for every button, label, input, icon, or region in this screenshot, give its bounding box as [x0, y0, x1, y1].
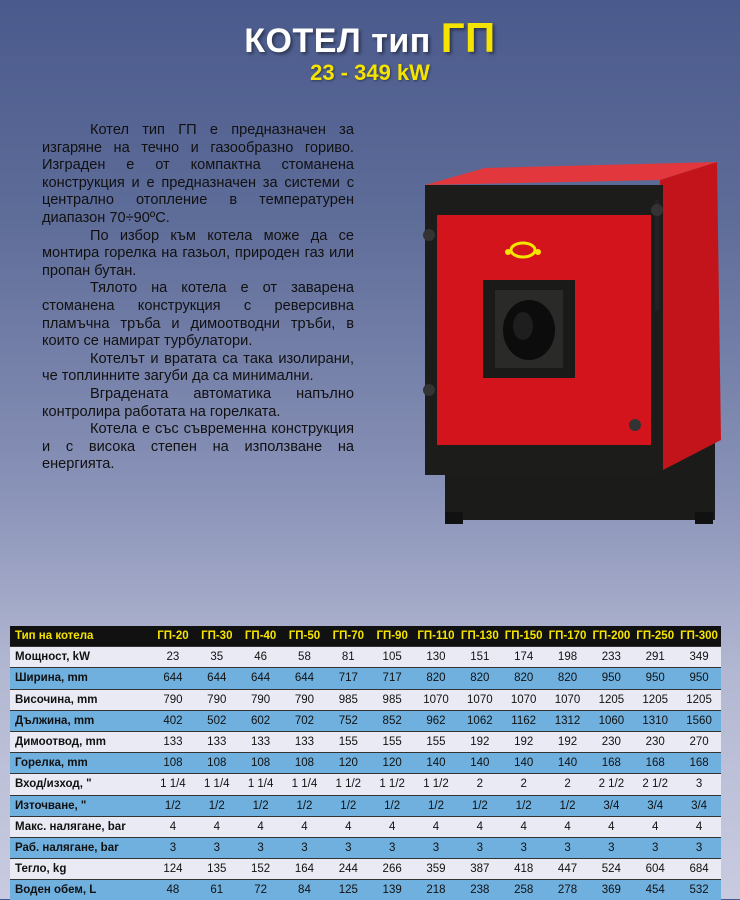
table-cell: 820 [546, 668, 590, 689]
table-cell: 950 [677, 668, 721, 689]
table-cell: 1162 [502, 710, 546, 731]
page-title [0, 14, 740, 62]
table-cell: 447 [546, 859, 590, 880]
table-cell: 3 [370, 837, 414, 858]
table-cell: 108 [239, 753, 283, 774]
table-cell: 130 [414, 647, 458, 668]
table-cell: 1560 [677, 710, 721, 731]
table-cell: 35 [195, 647, 239, 668]
table-row [10, 880, 721, 900]
table-cell: 4 [677, 816, 721, 837]
boiler-image [405, 140, 733, 540]
table-cell: 1 1/4 [195, 774, 239, 795]
table-cell: 1 1/4 [283, 774, 327, 795]
table-cell: 4 [458, 816, 502, 837]
table-cell: 4 [283, 816, 327, 837]
row-label: Горелка, mm [10, 753, 151, 774]
description-paragraph: Котела е със съвременна конструкция и с висока степен на използване на енергията. [42, 421, 354, 473]
table-cell: 23 [151, 647, 195, 668]
table-cell: 258 [502, 880, 546, 900]
table-cell: 4 [326, 816, 370, 837]
table-cell: 192 [546, 731, 590, 752]
table-cell: 790 [239, 689, 283, 710]
table-cell: 1/2 [458, 795, 502, 816]
table-row [10, 837, 721, 858]
table-cell: 124 [151, 859, 195, 880]
table-cell: 266 [370, 859, 414, 880]
table-cell: 1060 [589, 710, 633, 731]
table-row [10, 816, 721, 837]
table-cell: 985 [326, 689, 370, 710]
table-cell: 3 [151, 837, 195, 858]
table-cell: 105 [370, 647, 414, 668]
table-cell: 3/4 [589, 795, 633, 816]
row-label: Източване, " [10, 795, 151, 816]
model-header: ГП-200 [592, 630, 631, 643]
power-range: 23 - 349 kW [310, 60, 430, 85]
row-label: Макс. налягане, bar [10, 816, 151, 837]
table-cell: 1/2 [546, 795, 590, 816]
model-header: ГП-20 [157, 630, 189, 643]
table-cell: 139 [370, 880, 414, 900]
table-row [10, 668, 721, 689]
table-cell: 2 1/2 [633, 774, 677, 795]
table-cell: 230 [589, 731, 633, 752]
table-cell: 369 [589, 880, 633, 900]
table-cell: 140 [414, 753, 458, 774]
table-cell: 168 [589, 753, 633, 774]
table-cell: 120 [326, 753, 370, 774]
model-header: ГП-30 [201, 630, 233, 643]
table-row [10, 753, 721, 774]
table-row [10, 647, 721, 668]
table-row [10, 859, 721, 880]
table-cell: 950 [589, 668, 633, 689]
table-cell: 790 [195, 689, 239, 710]
table-cell: 168 [633, 753, 677, 774]
row-label: Вход/изход, " [10, 774, 151, 795]
table-cell: 3 [546, 837, 590, 858]
table-cell: 1070 [502, 689, 546, 710]
table-cell: 1/2 [151, 795, 195, 816]
table-cell: 133 [195, 731, 239, 752]
table-cell: 108 [283, 753, 327, 774]
table-cell: 820 [502, 668, 546, 689]
table-cell: 790 [283, 689, 327, 710]
table-cell: 418 [502, 859, 546, 880]
table-cell: 238 [458, 880, 502, 900]
table-cell: 1/2 [370, 795, 414, 816]
table-cell: 125 [326, 880, 370, 900]
table-row [10, 689, 721, 710]
row-label: Дължина, mm [10, 710, 151, 731]
table-cell: 140 [502, 753, 546, 774]
table-row [10, 731, 721, 752]
description-text [42, 122, 354, 474]
table-cell: 2 1/2 [589, 774, 633, 795]
table-cell: 524 [589, 859, 633, 880]
table-cell: 1310 [633, 710, 677, 731]
table-cell: 4 [502, 816, 546, 837]
row-label: Мощност, kW [10, 647, 151, 668]
table-cell: 174 [502, 647, 546, 668]
row-label: Димоотвод, mm [10, 731, 151, 752]
row-label: Ширина, mm [10, 668, 151, 689]
table-cell: 168 [677, 753, 721, 774]
table-cell: 684 [677, 859, 721, 880]
table-cell: 1205 [677, 689, 721, 710]
table-cell: 454 [633, 880, 677, 900]
table-cell: 3 [633, 837, 677, 858]
table-cell: 81 [326, 647, 370, 668]
table-cell: 2 [546, 774, 590, 795]
model-header: ГП-130 [460, 630, 499, 643]
table-cell: 852 [370, 710, 414, 731]
title-model: ГП [440, 14, 496, 61]
table-cell: 233 [589, 647, 633, 668]
table-cell: 291 [633, 647, 677, 668]
model-header: ГП-70 [332, 630, 364, 643]
table-cell: 644 [283, 668, 327, 689]
table-cell: 604 [633, 859, 677, 880]
table-cell: 3 [502, 837, 546, 858]
table-cell: 164 [283, 859, 327, 880]
row-label: Раб. налягане, bar [10, 837, 151, 858]
table-cell: 133 [239, 731, 283, 752]
table-cell: 502 [195, 710, 239, 731]
table-cell: 387 [458, 859, 502, 880]
table-cell: 1070 [458, 689, 502, 710]
table-cell: 2 [458, 774, 502, 795]
table-cell: 1205 [633, 689, 677, 710]
table-cell: 4 [589, 816, 633, 837]
table-cell: 244 [326, 859, 370, 880]
table-cell: 790 [151, 689, 195, 710]
table-cell: 1 1/4 [151, 774, 195, 795]
table-cell: 1312 [546, 710, 590, 731]
table-cell: 61 [195, 880, 239, 900]
table-body [10, 647, 721, 900]
boiler-illustration-icon [405, 140, 733, 540]
specifications-table [10, 626, 721, 900]
table-cell: 1062 [458, 710, 502, 731]
table-cell: 752 [326, 710, 370, 731]
table-cell: 1070 [546, 689, 590, 710]
table-cell: 3 [283, 837, 327, 858]
table-cell: 151 [458, 647, 502, 668]
table-cell: 1/2 [326, 795, 370, 816]
table-cell: 3 [414, 837, 458, 858]
title-prefix: КОТЕЛ тип [244, 22, 431, 60]
table-cell: 402 [151, 710, 195, 731]
header-label: Тип на котела [15, 630, 94, 643]
table-cell: 950 [633, 668, 677, 689]
table-cell: 48 [151, 880, 195, 900]
table-cell: 84 [283, 880, 327, 900]
table-cell: 644 [239, 668, 283, 689]
table-cell: 702 [283, 710, 327, 731]
table-cell: 820 [458, 668, 502, 689]
table-cell: 155 [414, 731, 458, 752]
table-cell: 1/2 [239, 795, 283, 816]
table-cell: 192 [458, 731, 502, 752]
table-cell: 1/2 [195, 795, 239, 816]
table-cell: 140 [546, 753, 590, 774]
description-paragraph: Вградената автоматика напълно контролира работата на горелката. [42, 385, 354, 420]
model-header: ГП-150 [504, 630, 543, 643]
table-cell: 1/2 [502, 795, 546, 816]
table-cell: 1205 [589, 689, 633, 710]
table-cell: 3/4 [633, 795, 677, 816]
description-paragraph: Котелът и вратата са така изолирани, че топлинните загуби да са минимални. [42, 350, 354, 385]
description-paragraph: По избор към котела може да се монтира горелка на газьол, природен газ или пропан бутан. [42, 227, 354, 279]
table-cell: 3/4 [677, 795, 721, 816]
table-cell: 270 [677, 731, 721, 752]
table-cell: 3 [589, 837, 633, 858]
table-cell: 155 [326, 731, 370, 752]
table-cell: 155 [370, 731, 414, 752]
table-row [10, 774, 721, 795]
table-cell: 133 [283, 731, 327, 752]
row-label: Височина, mm [10, 689, 151, 710]
table-cell: 1 1/2 [326, 774, 370, 795]
table-cell: 46 [239, 647, 283, 668]
table-cell: 3 [239, 837, 283, 858]
table-cell: 349 [677, 647, 721, 668]
model-header: ГП-250 [636, 630, 675, 643]
table-cell: 140 [458, 753, 502, 774]
table-cell: 230 [633, 731, 677, 752]
table-cell: 985 [370, 689, 414, 710]
row-label: Тегло, kg [10, 859, 151, 880]
table-cell: 644 [151, 668, 195, 689]
model-header: ГП-110 [417, 630, 455, 643]
table-cell: 218 [414, 880, 458, 900]
table-cell: 1/2 [283, 795, 327, 816]
table-row [10, 795, 721, 816]
table-cell: 2 [502, 774, 546, 795]
table-cell: 133 [151, 731, 195, 752]
table-cell: 1 1/4 [239, 774, 283, 795]
table-cell: 108 [195, 753, 239, 774]
table-cell: 4 [370, 816, 414, 837]
row-label: Воден обем, L [10, 880, 151, 900]
description-paragraph: Котел тип ГП е предназначен за изгаряне на течно и газообразно гориво. Изграден е от компактна стоманена конструкция и е предназначен за системи с централно отопление в температурен диапазон 70÷90ºC. [42, 122, 354, 226]
description-paragraph: Тялото на котела е от заварена стоманена конструкция с реверсивна пламъчна тръба и димоотводни тръби, в които се намират турбулатори. [42, 280, 354, 350]
table-cell: 1/2 [414, 795, 458, 816]
table-cell: 1 1/2 [370, 774, 414, 795]
table-cell: 4 [546, 816, 590, 837]
table-cell: 198 [546, 647, 590, 668]
table-cell: 152 [239, 859, 283, 880]
table-cell: 602 [239, 710, 283, 731]
table-cell: 278 [546, 880, 590, 900]
table-cell: 108 [151, 753, 195, 774]
model-header: ГП-90 [376, 630, 408, 643]
table-cell: 644 [195, 668, 239, 689]
table-cell: 820 [414, 668, 458, 689]
model-header: ГП-40 [244, 630, 277, 643]
model-header: ГП-50 [288, 630, 321, 643]
table-cell: 58 [283, 647, 327, 668]
table-cell: 135 [195, 859, 239, 880]
table-cell: 4 [633, 816, 677, 837]
table-cell: 1 1/2 [414, 774, 458, 795]
table-cell: 72 [239, 880, 283, 900]
table-cell: 3 [195, 837, 239, 858]
model-header: ГП-300 [680, 630, 718, 643]
table-cell: 3 [326, 837, 370, 858]
table-cell: 192 [502, 731, 546, 752]
table-row [10, 710, 721, 731]
table-cell: 1070 [414, 689, 458, 710]
table-cell: 3 [677, 774, 721, 795]
table-cell: 4 [195, 816, 239, 837]
table-cell: 717 [326, 668, 370, 689]
table-cell: 3 [458, 837, 502, 858]
table-cell: 3 [677, 837, 721, 858]
table-cell: 4 [414, 816, 458, 837]
table-cell: 532 [677, 880, 721, 900]
table-cell: 717 [370, 668, 414, 689]
model-header: ГП-170 [548, 630, 587, 643]
table-header-row [10, 626, 721, 647]
table-cell: 962 [414, 710, 458, 731]
table-cell: 359 [414, 859, 458, 880]
table-cell: 4 [239, 816, 283, 837]
table-cell: 120 [370, 753, 414, 774]
table-cell: 4 [151, 816, 195, 837]
